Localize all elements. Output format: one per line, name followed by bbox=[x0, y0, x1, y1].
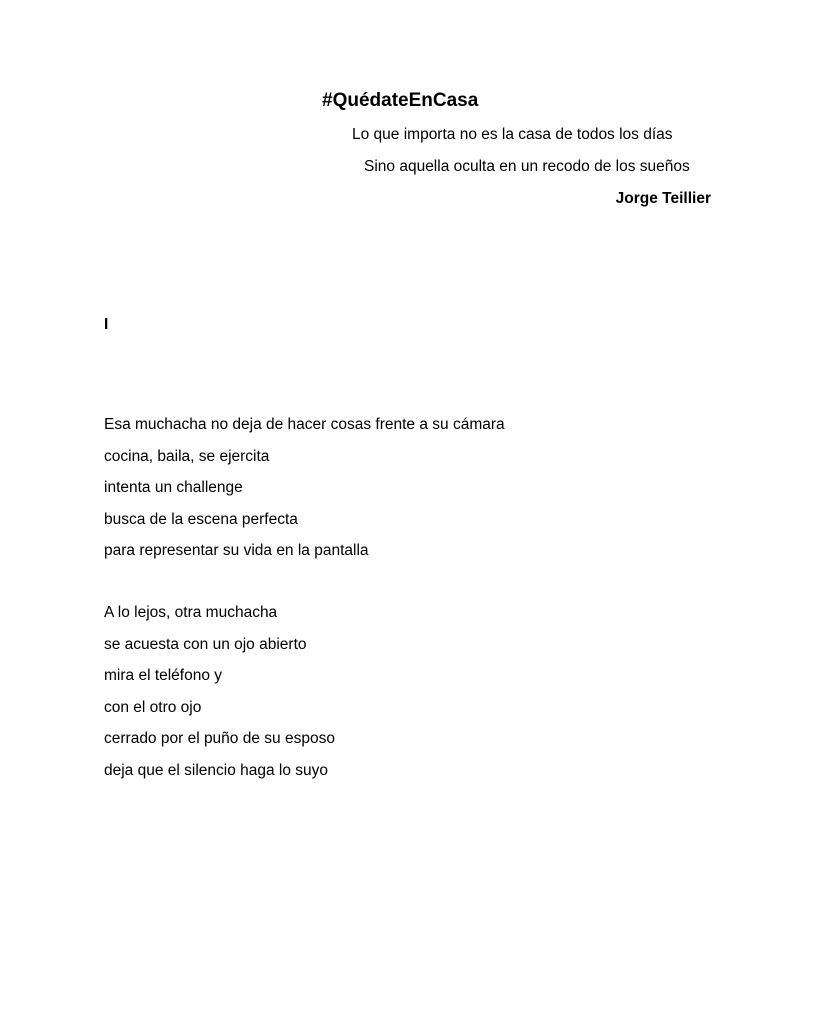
verse-line: intenta un challenge bbox=[104, 479, 243, 496]
verse-line: se acuesta con un ojo abierto bbox=[104, 635, 307, 653]
verse-line: deja que el silencio haga lo suyo bbox=[104, 761, 329, 779]
verse-line: para representar su vida en la pantalla bbox=[104, 542, 369, 559]
verse-line: cerrado por el puño de su esposo bbox=[104, 730, 335, 747]
verse-line: A lo lejos, otra muchacha bbox=[104, 604, 278, 621]
epigraph-author: Jorge Teillier bbox=[615, 190, 711, 207]
verse-line: busca de la escena perfecta bbox=[104, 510, 298, 528]
epigraph-line: Lo que importa no es la casa de todos los días bbox=[352, 126, 673, 143]
section-number: I bbox=[104, 316, 109, 333]
poem-title: #QuédateEnCasa bbox=[322, 90, 479, 111]
verse-line: cocina, baila, se ejercita bbox=[104, 447, 270, 465]
stanza bbox=[104, 409, 505, 567]
verse-line: Esa muchacha no deja de hacer cosas frente a su cámara bbox=[104, 416, 505, 433]
epigraph-line: Sino aquella oculta en un recodo de los sueños bbox=[364, 158, 690, 175]
verse-line: con el otro ojo bbox=[104, 698, 202, 716]
verse-line: mira el teléfono y bbox=[104, 667, 223, 684]
stanza bbox=[104, 597, 335, 786]
